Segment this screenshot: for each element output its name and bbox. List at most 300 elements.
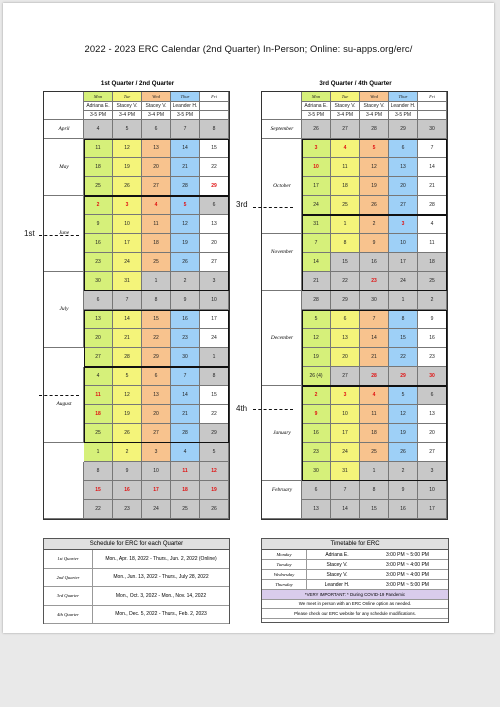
day-cell: 16 xyxy=(113,481,142,500)
day-cell: 20 xyxy=(142,405,171,424)
week-row xyxy=(302,367,447,386)
day-cell: 13 xyxy=(142,386,171,405)
day-cell: 19 xyxy=(113,158,142,177)
day-cell: 7 xyxy=(171,367,200,386)
month-label: September xyxy=(270,125,294,132)
tutor-hours: 3-5 PM xyxy=(302,111,331,120)
month-cell xyxy=(44,367,84,443)
schedule-row xyxy=(44,606,229,625)
week-row xyxy=(302,291,447,310)
day-cell: 8 xyxy=(360,481,389,500)
day-cell: 11 xyxy=(418,234,447,253)
timetable-row xyxy=(262,570,448,580)
timetable-time: 3:00 PM ~ 4:00 PM xyxy=(386,571,429,578)
day-cell: 8 xyxy=(200,367,229,386)
day-cell: 4 xyxy=(171,443,200,462)
quarter-marker-4th: 4th xyxy=(236,404,248,413)
day-cell: 3 xyxy=(389,215,418,234)
day-cell: 6 xyxy=(331,310,360,329)
day-cell: 22 xyxy=(389,348,418,367)
day-cell: 2 xyxy=(113,443,142,462)
week-row xyxy=(302,120,447,139)
day-header: Fri xyxy=(200,92,229,102)
schedule-row xyxy=(44,587,229,606)
day-cell: 3 xyxy=(142,443,171,462)
day-cell: 23 xyxy=(302,443,331,462)
day-cell: 14 xyxy=(171,139,200,158)
day-cell: 1 xyxy=(360,462,389,481)
day-cell: 13 xyxy=(331,329,360,348)
day-cell: 6 xyxy=(302,481,331,500)
day-cell: 9 xyxy=(360,234,389,253)
day-cell: 13 xyxy=(389,158,418,177)
timetable-time: 3:00 PM ~ 5:00 PM xyxy=(386,551,429,558)
timetable-tutor: Stacey V. xyxy=(326,561,348,568)
day-cell: 23 xyxy=(360,272,389,291)
day-cell: 3 xyxy=(200,272,229,291)
page-title: 2022 - 2023 ERC Calendar (2nd Quarter) In-Person; Online: su-apps.org/erc/ xyxy=(84,43,413,54)
week-row xyxy=(84,386,229,405)
month-cell xyxy=(262,291,302,386)
right-calendar-heading: 3rd Quarter / 4th Quarter xyxy=(319,80,392,87)
day-cell: 14 xyxy=(171,386,200,405)
tutor-name: Stacey V. xyxy=(142,102,171,111)
day-cell: 19 xyxy=(302,348,331,367)
day-cell: 24 xyxy=(302,196,331,215)
day-cell: 31 xyxy=(113,272,142,291)
day-cell: 5 xyxy=(113,120,142,139)
day-cell: 25 xyxy=(418,272,447,291)
schedule-row xyxy=(44,569,229,588)
day-cell: 20 xyxy=(142,158,171,177)
day-cell: 20 xyxy=(331,348,360,367)
week-row xyxy=(302,424,447,443)
day-cell: 24 xyxy=(331,443,360,462)
day-cell: 17 xyxy=(302,177,331,196)
day-cell: 17 xyxy=(389,253,418,272)
day-cell: 18 xyxy=(142,234,171,253)
schedule-box xyxy=(43,538,230,624)
week-row xyxy=(84,253,229,272)
week-row xyxy=(302,177,447,196)
day-cell: 25 xyxy=(171,500,200,519)
tutor-name: Adriana E. xyxy=(302,102,331,111)
day-cell: 25 xyxy=(142,253,171,272)
month-header-spacer xyxy=(44,92,84,120)
day-cell: 30 xyxy=(302,462,331,481)
timetable-day: Thursday xyxy=(262,580,307,589)
day-cell: 12 xyxy=(200,462,229,481)
left-calendar xyxy=(43,91,230,520)
day-cell: 28 xyxy=(171,177,200,196)
week-row xyxy=(302,329,447,348)
day-cell: 20 xyxy=(200,234,229,253)
day-cell: 15 xyxy=(360,500,389,519)
day-cell: 24 xyxy=(389,272,418,291)
day-cell: 8 xyxy=(84,462,113,481)
day-cell: 26 xyxy=(113,177,142,196)
day-cell: 7 xyxy=(331,481,360,500)
day-cell: 21 xyxy=(360,348,389,367)
day-cell: 19 xyxy=(200,481,229,500)
day-cell: 29 xyxy=(389,367,418,386)
week-row xyxy=(84,158,229,177)
day-cell: 5 xyxy=(200,443,229,462)
day-cell: 16 xyxy=(171,310,200,329)
day-cell: 4 xyxy=(84,120,113,139)
day-cell: 8 xyxy=(331,234,360,253)
week-row xyxy=(84,329,229,348)
day-cell: 25 xyxy=(84,177,113,196)
day-cell: 1 xyxy=(200,348,229,367)
day-cell: 19 xyxy=(389,424,418,443)
week-row xyxy=(84,196,229,215)
day-cell: 18 xyxy=(360,424,389,443)
day-cell: 2 xyxy=(360,215,389,234)
tutor-hours: 3-4 PM xyxy=(360,111,389,120)
day-cell: 9 xyxy=(389,481,418,500)
day-cell: 24 xyxy=(142,500,171,519)
calendar-page xyxy=(3,3,494,633)
month-cell xyxy=(262,215,302,291)
day-cell: 27 xyxy=(84,348,113,367)
day-cell: 9 xyxy=(113,462,142,481)
day-cell: 28 xyxy=(360,367,389,386)
day-header: Tue xyxy=(331,92,360,102)
tutor-hours: 3-5 PM xyxy=(389,111,418,120)
timetable-day: Tuesday xyxy=(262,560,307,569)
day-header: Wed xyxy=(360,92,389,102)
day-cell: 15 xyxy=(142,310,171,329)
timetable-note: Please check our ERC website for any schedule modifications. xyxy=(262,609,448,619)
week-row xyxy=(302,253,447,272)
tutor-name-row xyxy=(84,102,229,111)
day-cell: 22 xyxy=(200,158,229,177)
day-cell: 29 xyxy=(200,424,229,443)
schedule-quarter-label: 1st Quarter xyxy=(44,550,93,568)
day-cell: 13 xyxy=(142,139,171,158)
tutor-name: Leander H. xyxy=(389,102,418,111)
day-cell: 15 xyxy=(389,329,418,348)
week-row xyxy=(84,367,229,386)
week-row xyxy=(302,462,447,481)
day-cell: 4 xyxy=(84,367,113,386)
schedule-date-range: Mon., Jun. 13, 2022 - Thurs., July 28, 2022 xyxy=(113,574,209,581)
month-cell xyxy=(44,196,84,272)
day-cell: 25 xyxy=(360,443,389,462)
day-header: Fri xyxy=(418,92,447,102)
day-cell: 21 xyxy=(113,329,142,348)
day-cell: 30 xyxy=(171,348,200,367)
timetable-tutor: Leander H. xyxy=(324,581,350,588)
month-cell xyxy=(262,120,302,139)
day-cell: 29 xyxy=(200,177,229,196)
day-cell: 7 xyxy=(113,291,142,310)
day-cell: 1 xyxy=(142,272,171,291)
day-cell: 2 xyxy=(418,291,447,310)
day-cell: 15 xyxy=(331,253,360,272)
day-cell: 21 xyxy=(171,158,200,177)
week-row xyxy=(84,462,229,481)
day-cell: 24 xyxy=(200,329,229,348)
day-cell: 9 xyxy=(84,215,113,234)
day-cell: 23 xyxy=(171,329,200,348)
tutor-hours: 3-5 PM xyxy=(84,111,113,120)
day-cell: 17 xyxy=(331,424,360,443)
day-cell: 7 xyxy=(171,120,200,139)
day-cell: 27 xyxy=(389,196,418,215)
day-cell: 27 xyxy=(331,120,360,139)
tutor-name-row xyxy=(302,102,447,111)
day-cell: 1 xyxy=(389,291,418,310)
week-row xyxy=(302,348,447,367)
timetable-time: 3:00 PM ~ 5:00 PM xyxy=(386,581,429,588)
day-cell: 15 xyxy=(84,481,113,500)
day-header: Wed xyxy=(142,92,171,102)
day-cell: 6 xyxy=(389,139,418,158)
week-row xyxy=(84,215,229,234)
month-label: August xyxy=(56,401,72,407)
tutor-name: Leander H. xyxy=(171,102,200,111)
day-cell: 2 xyxy=(302,386,331,405)
quarter-arrow xyxy=(253,207,293,208)
day-header: Thur xyxy=(171,92,200,102)
day-cell: 27 xyxy=(142,424,171,443)
week-row xyxy=(302,481,447,500)
day-cell: 22 xyxy=(84,500,113,519)
day-cell: 1 xyxy=(331,215,360,234)
day-cell: 16 xyxy=(360,253,389,272)
day-cell: 11 xyxy=(331,158,360,177)
week-row xyxy=(84,310,229,329)
month-cell xyxy=(44,272,84,348)
day-cell: 11 xyxy=(142,215,171,234)
day-cell: 16 xyxy=(84,234,113,253)
day-header-row xyxy=(84,92,229,102)
day-cell: 3 xyxy=(331,386,360,405)
day-cell: 31 xyxy=(331,462,360,481)
day-cell: 24 xyxy=(113,253,142,272)
day-cell: 13 xyxy=(84,310,113,329)
month-label: November xyxy=(270,249,294,255)
day-cell: 29 xyxy=(331,291,360,310)
day-cell: 18 xyxy=(84,158,113,177)
day-cell: 18 xyxy=(171,481,200,500)
week-row xyxy=(84,291,229,310)
day-cell: 13 xyxy=(200,215,229,234)
day-cell: 28 xyxy=(113,348,142,367)
day-cell: 9 xyxy=(171,291,200,310)
tutor-hours xyxy=(418,111,447,120)
month-header-spacer xyxy=(262,92,302,120)
timetable-day: Monday xyxy=(262,550,307,559)
day-cell: 21 xyxy=(171,405,200,424)
timetable-heading: Timetable for ERC xyxy=(262,539,448,550)
day-cell: 1 xyxy=(84,443,113,462)
day-cell: 18 xyxy=(331,177,360,196)
day-cell: 19 xyxy=(113,405,142,424)
day-header: Tue xyxy=(113,92,142,102)
tutor-hours: 3-4 PM xyxy=(331,111,360,120)
day-cell: 25 xyxy=(84,424,113,443)
tutor-hours-row xyxy=(302,111,447,120)
tutor-hours: 3-4 PM xyxy=(142,111,171,120)
day-cell: 12 xyxy=(171,215,200,234)
day-cell: 12 xyxy=(360,158,389,177)
day-cell: 30 xyxy=(84,272,113,291)
day-cell: 10 xyxy=(331,405,360,424)
schedule-heading: Schedule for ERC for each Quarter xyxy=(44,539,229,550)
tutor-hours xyxy=(200,111,229,120)
timetable-tutor: Adriana E. xyxy=(325,551,349,558)
timetable-row xyxy=(262,580,448,590)
day-cell: 9 xyxy=(302,405,331,424)
day-cell: 10 xyxy=(200,291,229,310)
day-cell: 17 xyxy=(142,481,171,500)
day-cell: 10 xyxy=(113,215,142,234)
day-cell: 22 xyxy=(331,272,360,291)
day-cell: 22 xyxy=(200,405,229,424)
week-row xyxy=(84,500,229,519)
month-label: October xyxy=(273,182,291,189)
day-cell: 21 xyxy=(302,272,331,291)
week-row xyxy=(302,405,447,424)
tutor-hours: 3-5 PM xyxy=(171,111,200,120)
day-cell: 6 xyxy=(200,196,229,215)
day-cell: 12 xyxy=(389,405,418,424)
day-cell: 20 xyxy=(389,177,418,196)
day-header-row xyxy=(302,92,447,102)
week-row xyxy=(84,234,229,253)
timetable-box xyxy=(261,538,449,623)
week-row xyxy=(302,272,447,291)
day-cell: 15 xyxy=(200,139,229,158)
day-cell: 6 xyxy=(418,386,447,405)
day-cell: 12 xyxy=(302,329,331,348)
day-cell: 4 xyxy=(360,386,389,405)
day-header: Thur xyxy=(389,92,418,102)
day-cell: 13 xyxy=(302,500,331,519)
day-header: Mon xyxy=(302,92,331,102)
month-label: June xyxy=(58,230,70,236)
week-row xyxy=(302,139,447,158)
quarter-arrow xyxy=(39,235,79,236)
week-row xyxy=(84,443,229,462)
tutor-name xyxy=(418,102,447,111)
week-row xyxy=(302,443,447,462)
day-cell: 28 xyxy=(302,291,331,310)
day-cell: 23 xyxy=(418,348,447,367)
day-cell: 11 xyxy=(84,139,113,158)
week-row xyxy=(84,177,229,196)
day-cell: 17 xyxy=(113,234,142,253)
day-cell: 2 xyxy=(389,462,418,481)
day-cell: 8 xyxy=(200,120,229,139)
day-cell: 16 xyxy=(418,329,447,348)
month-label: April xyxy=(58,125,70,132)
day-cell: 10 xyxy=(418,481,447,500)
day-cell: 7 xyxy=(302,234,331,253)
quarter-marker-1st: 1st xyxy=(24,229,35,238)
tutor-hours-row xyxy=(84,111,229,120)
day-cell: 5 xyxy=(360,139,389,158)
month-label: July xyxy=(59,306,69,312)
day-cell: 26 xyxy=(113,424,142,443)
day-cell: 2 xyxy=(171,272,200,291)
day-cell: 21 xyxy=(418,177,447,196)
day-cell: 23 xyxy=(84,253,113,272)
day-cell: 13 xyxy=(418,405,447,424)
day-cell: 12 xyxy=(113,139,142,158)
day-cell: 28 xyxy=(360,120,389,139)
day-cell: 5 xyxy=(171,196,200,215)
left-calendar-heading: 1st Quarter / 2nd Quarter xyxy=(100,80,175,87)
tutor-name: Stacey V. xyxy=(113,102,142,111)
day-cell: 6 xyxy=(84,291,113,310)
right-calendar xyxy=(261,91,448,520)
tutor-name: Stacey V. xyxy=(360,102,389,111)
day-cell: 5 xyxy=(113,367,142,386)
day-cell: 10 xyxy=(302,158,331,177)
week-row xyxy=(302,310,447,329)
day-cell: 4 xyxy=(418,215,447,234)
day-cell: 11 xyxy=(171,462,200,481)
month-cell xyxy=(44,139,84,196)
month-label: January xyxy=(273,429,291,436)
day-cell: 10 xyxy=(389,234,418,253)
day-cell: 20 xyxy=(418,424,447,443)
month-cell xyxy=(44,120,84,139)
week-row xyxy=(84,139,229,158)
day-cell: 28 xyxy=(171,424,200,443)
tutor-name xyxy=(200,102,229,111)
day-cell: 27 xyxy=(418,443,447,462)
month-cell xyxy=(44,462,84,519)
day-cell: 27 xyxy=(200,253,229,272)
week-row xyxy=(302,234,447,253)
day-cell: 15 xyxy=(200,386,229,405)
day-cell: 31 xyxy=(302,215,331,234)
day-cell: 3 xyxy=(302,139,331,158)
day-cell: 30 xyxy=(360,291,389,310)
day-cell: 26 xyxy=(389,443,418,462)
day-cell: 25 xyxy=(331,196,360,215)
timetable-note: We meet in person with an ERC Online option as needed. xyxy=(262,600,448,610)
day-cell: 5 xyxy=(389,386,418,405)
day-cell: 20 xyxy=(84,329,113,348)
day-cell: 3 xyxy=(113,196,142,215)
day-cell: 3 xyxy=(418,462,447,481)
day-cell: 12 xyxy=(113,386,142,405)
day-cell: 23 xyxy=(113,500,142,519)
schedule-quarter-label: 3rd Quarter xyxy=(44,587,93,605)
timetable-row xyxy=(262,550,448,560)
day-cell: 29 xyxy=(389,120,418,139)
day-cell: 19 xyxy=(360,177,389,196)
quarter-arrow xyxy=(39,395,79,396)
day-cell: 14 xyxy=(418,158,447,177)
day-cell: 14 xyxy=(113,310,142,329)
day-cell: 18 xyxy=(418,253,447,272)
day-cell: 10 xyxy=(142,462,171,481)
tutor-name: Stacey V. xyxy=(331,102,360,111)
day-cell: 27 xyxy=(142,177,171,196)
day-cell: 30 xyxy=(418,367,447,386)
day-cell: 9 xyxy=(418,310,447,329)
schedule-date-range: Mon., Apr. 18, 2022 - Thurs., Jun. 2, 2022 (Online) xyxy=(105,555,217,562)
day-cell: 11 xyxy=(84,386,113,405)
week-row xyxy=(84,348,229,367)
